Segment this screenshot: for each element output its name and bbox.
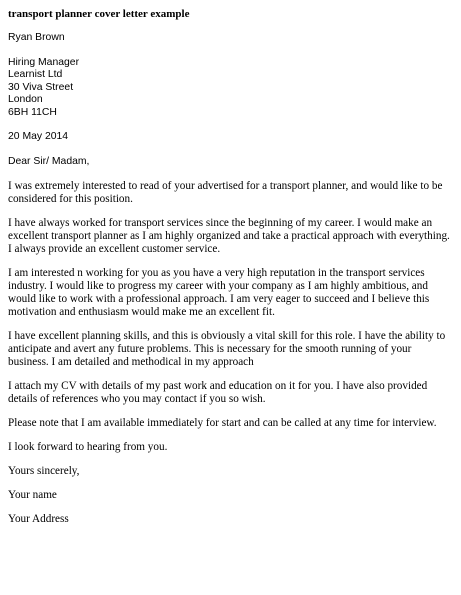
body-paragraph: I have excellent planning skills, and this is obviously a vital skill for this role. I have the ability to anticipate and avert any future problems. This is necessary for the smooth running of your business. I am detailed and methodical in my approach [8, 330, 446, 368]
signature-name: Your name [8, 489, 57, 501]
recipient-line: Hiring Manager [8, 56, 80, 68]
recipient-line: London [8, 94, 43, 105]
body-paragraph: I am interested n working for you as you have a very high reputation in the transport services industry. I would like to progress my career with your company as I am highly ambitious, and would like to work with a professional approach. I am very eager to succeed and I believe this motivation and enthusiasm would make me an excellent fit. [8, 267, 430, 318]
letter-date: 20 May 2014 [8, 131, 69, 142]
sender-name: Ryan Brown [8, 32, 65, 43]
closing: Yours sincerely, [8, 465, 80, 477]
recipient-line: 6BH 11CH [8, 106, 57, 118]
body-paragraph: I have always worked for transport services since the beginning of my career. I would make an excellent transport planner as I am highly organized and take a practical approach with everything. I always provide an excellent customer service. [8, 217, 450, 255]
signature-address: Your Address [8, 513, 69, 525]
recipient-address [8, 57, 454, 120]
letter-page [8, 8, 454, 536]
body-paragraph: I look forward to hearing from you. [8, 441, 168, 453]
recipient-line: 30 Viva Street [8, 81, 74, 93]
recipient-line: Learnist Ltd [8, 69, 63, 80]
page-title: transport planner cover letter example [8, 8, 190, 20]
salutation: Dear Sir/ Madam, [8, 155, 90, 167]
body-paragraph: I attach my CV with details of my past work and education on it for you. I have also provided details of references who you may contact if you so wish. [8, 380, 428, 405]
body-paragraph: I was extremely interested to read of your advertised for a transport planner, and would like to be considered for this position. [8, 180, 443, 205]
body-paragraph: Please note that I am available immediately for start and can be called at any time for interview. [8, 417, 437, 429]
